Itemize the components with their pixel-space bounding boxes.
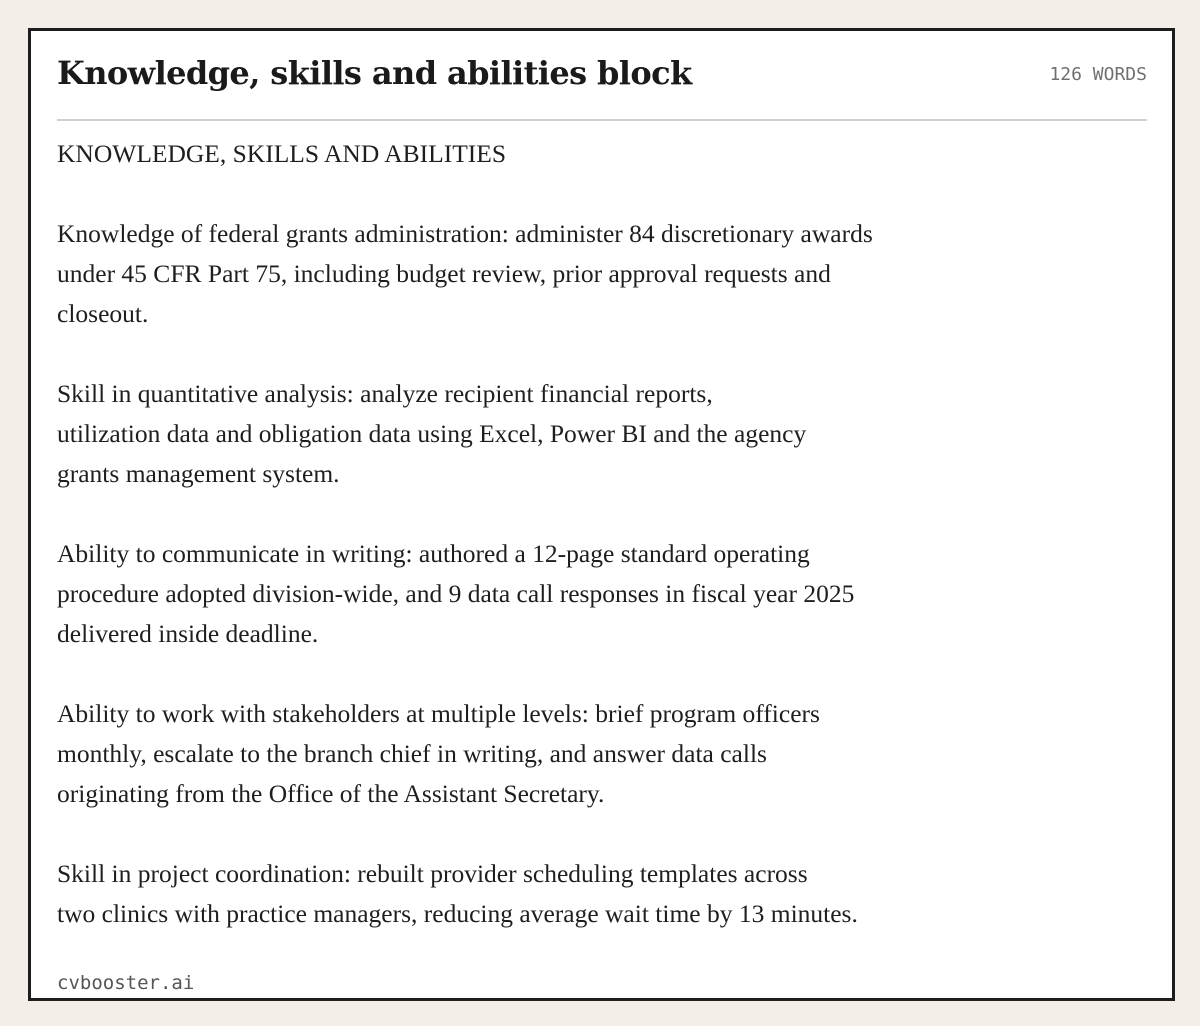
ksa-body <box>57 134 1047 974</box>
paragraph-line: Ability to work with stakeholders at multiple levels: brief program officers <box>57 699 820 728</box>
ksa-paragraph-written-communication <box>57 534 1047 654</box>
paragraph-line: utilization data and obligation data using Excel, Power BI and the agency <box>57 419 807 448</box>
card-title: Knowledge, skills and abilities block <box>57 54 692 92</box>
paragraph-line: under 45 CFR Part 75, including budget review, prior approval requests and <box>57 259 831 288</box>
paragraph-line: delivered inside deadline. <box>57 619 319 648</box>
brand-watermark: cvbooster.ai <box>57 972 195 994</box>
ksa-paragraph-project-coordination <box>57 854 1047 934</box>
paragraph-line: Knowledge of federal grants administration: administer 84 discretionary awards <box>57 219 873 248</box>
ksa-paragraph-quantitative-analysis <box>57 374 1047 494</box>
ksa-paragraph-stakeholders <box>57 694 1047 814</box>
ksa-paragraph-knowledge-grants <box>57 214 1047 334</box>
paragraph-line: Skill in project coordination: rebuilt provider scheduling templates across <box>57 859 808 888</box>
paragraph-line: closeout. <box>57 299 149 328</box>
paragraph-line: Skill in quantitative analysis: analyze recipient financial reports, <box>57 379 713 408</box>
paragraph-line: two clinics with practice managers, reducing average wait time by 13 minutes. <box>57 899 858 928</box>
section-heading: KNOWLEDGE, SKILLS AND ABILITIES <box>57 139 507 168</box>
paragraph-line: procedure adopted division-wide, and 9 data call responses in fiscal year 2025 <box>57 579 855 608</box>
word-count-badge: 126 WORDS <box>1049 64 1147 85</box>
card-header <box>57 31 1147 121</box>
ksa-card <box>28 28 1175 1001</box>
paragraph-line: grants management system. <box>57 459 340 488</box>
paragraph-line: monthly, escalate to the branch chief in writing, and answer data calls <box>57 739 767 768</box>
paragraph-line: originating from the Office of the Assistant Secretary. <box>57 779 605 808</box>
paragraph-line: Ability to communicate in writing: authored a 12-page standard operating <box>57 539 810 568</box>
